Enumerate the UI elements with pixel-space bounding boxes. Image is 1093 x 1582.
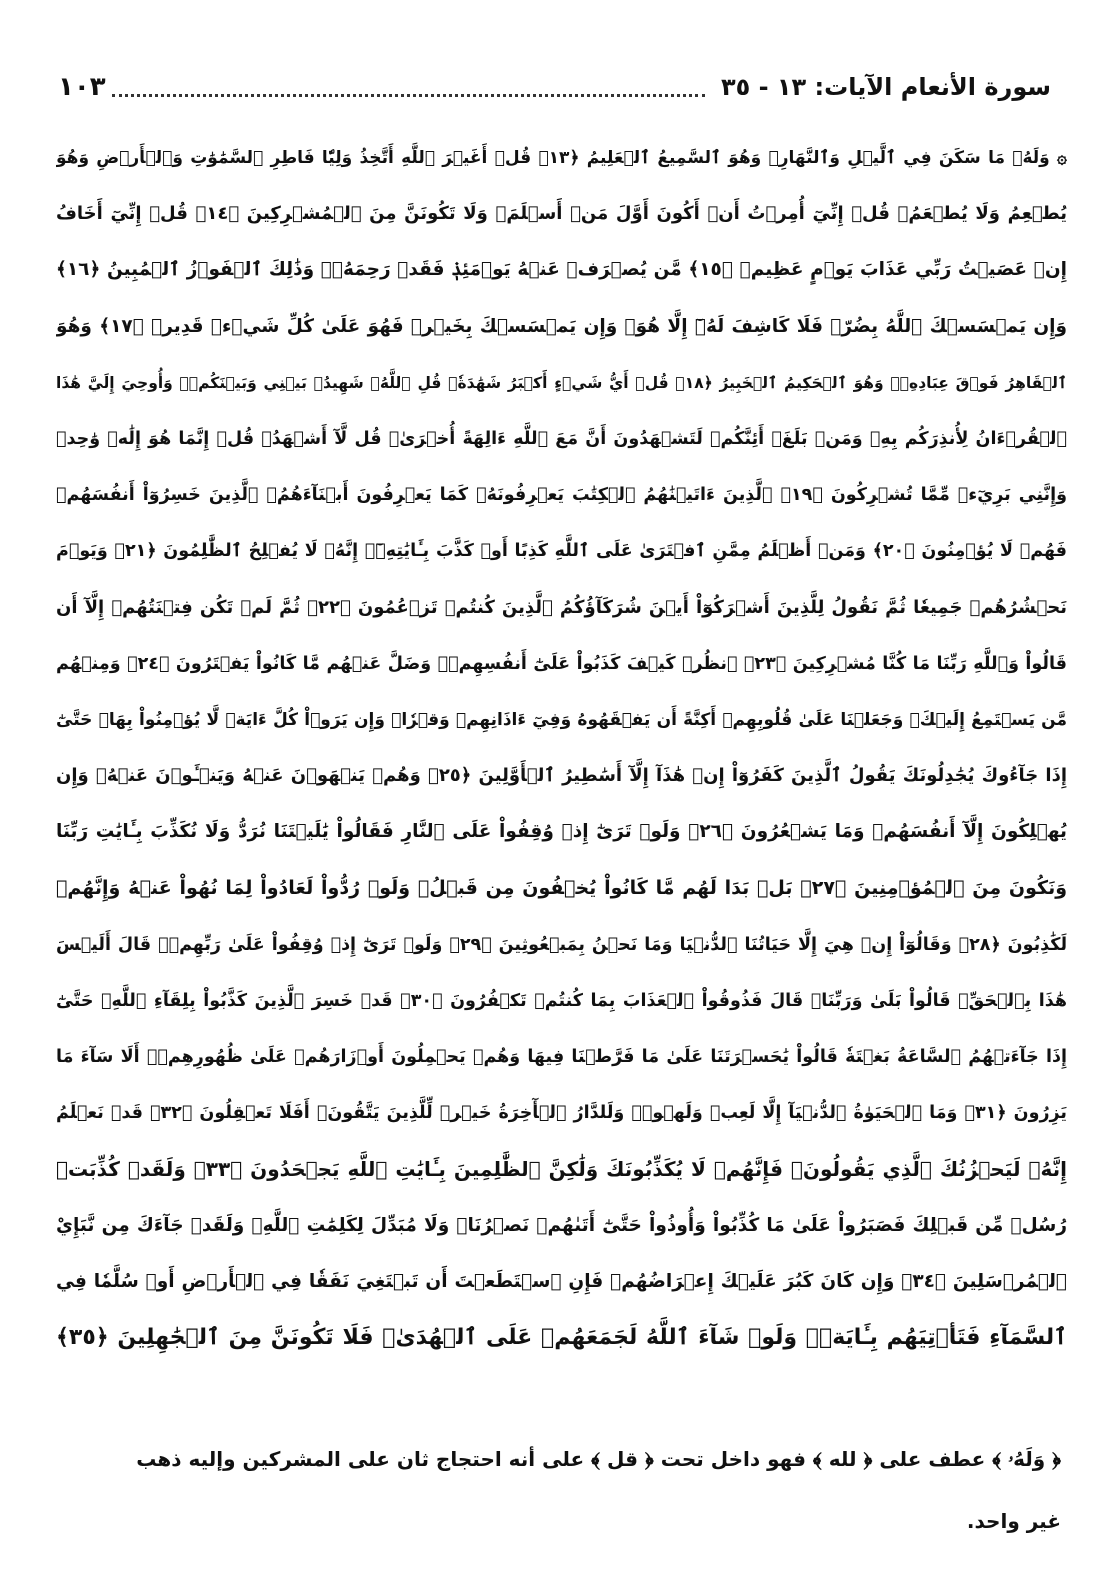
verse-line: لَكَٰذِبُونَ ﴿٢٨﴾ وَقَالُوٓاْ إِنۡ هِيَ إِلَّا حَيَاتُنَا ٱلدُّنۡيَا وَمَا نَحۡنُ بِمَبۡعُوثِينَ ﴿٢٩﴾ وَلَوۡ تَرَىٰٓ إِذۡ وُقِفُواْ عَلَىٰ رَبِّهِمۡۚ قَالَ أَلَيۡسَ xyxy=(56,934,1067,955)
verse-line: إِنۡ عَصَيۡتُ رَبِّي عَذَابَ يَوۡمٍ عَظِيمٖ ﴿١٥﴾ مَّن يُصۡرَفۡ عَنۡهُ يَوۡمَئِذٖ فَقَدۡ رَحِمَهُۥۚ وَذَٰلِكَ ٱلۡفَوۡزُ ٱلۡمُبِينُ ﴿١٦﴾ xyxy=(56,259,1067,281)
verse-line: مَّن يَسۡتَمِعُ إِلَيۡكَۖ وَجَعَلۡنَا عَلَىٰ قُلُوبِهِمۡ أَكِنَّةً أَن يَفۡقَهُوهُ وَفِيٓ ءَاذَانِهِمۡ وَقۡرٗاۚ وَإِن يَرَوۡاْ كُلَّ ءَايَةٖ لَّا يُؤۡمِنُواْ بِهَاۖ حَتَّىٰٓ xyxy=(56,709,1067,730)
page-number: ١٠٣ xyxy=(58,72,106,102)
verse-line: وَنَكُونَ مِنَ ٱلۡمُؤۡمِنِينَ ﴿٢٧﴾ بَلۡ بَدَا لَهُم مَّا كَانُواْ يُخۡفُونَ مِن قَبۡلُۖ وَلَوۡ رُدُّواْ لَعَادُواْ لِمَا نُهُواْ عَنۡهُ وَإِنَّهُمۡ xyxy=(56,877,1067,900)
commentary-line: غير واحد. xyxy=(966,1509,1061,1533)
verse-line: يَزِرُونَ ﴿٣١﴾ وَمَا ٱلۡحَيَوٰةُ ٱلدُّنۡيَآ إِلَّا لَعِبٞ وَلَهۡوٞۖ وَلَلدَّارُ ٱلۡأٓخِرَةُ خَيۡرٞ لِّلَّذِينَ يَتَّقُونَۚ أَفَلَا تَعۡقِلُونَ ﴿٣٢﴾ قَدۡ نَعۡلَمُ xyxy=(56,1103,1067,1124)
verse-block xyxy=(56,130,1067,1366)
commentary-block xyxy=(46,1440,1061,1540)
verse-line: قَالُواْ وَٱللَّهِ رَبِّنَا مَا كُنَّا مُشۡرِكِينَ ﴿٢٣﴾ ٱنظُرۡ كَيۡفَ كَذَبُواْ عَلَىٰٓ أَنفُسِهِمۡۚ وَضَلَّ عَنۡهُم مَّا كَانُواْ يَفۡتَرُونَ ﴿٢٤﴾ وَمِنۡهُم xyxy=(56,653,1067,674)
verse-line: هَٰذَا بِٱلۡحَقِّۚ قَالُواْ بَلَىٰ وَرَبِّنَاۚ قَالَ فَذُوقُواْ ٱلۡعَذَابَ بِمَا كُنتُمۡ تَكۡفُرُونَ ﴿٣٠﴾ قَدۡ خَسِرَ ٱلَّذِينَ كَذَّبُواْ بِلِقَآءِ ٱللَّهِۖ حَتَّىٰٓ xyxy=(56,990,1067,1011)
verse-line: ۞ وَلَهُۥ مَا سَكَنَ فِي ٱلَّيۡلِ وَٱلنَّهَارِۚ وَهُوَ ٱلسَّمِيعُ ٱلۡعَلِيمُ ﴿١٣﴾ قُلۡ أَغَيۡرَ ٱللَّهِ أَتَّخِذُ وَلِيّٗا فَاطِرِ ٱلسَّمَٰوَٰتِ وَٱلۡأَرۡضِ وَهُوَ xyxy=(56,148,1067,168)
page-header xyxy=(58,62,1051,112)
verse-line: إِنَّهُۥ لَيَحۡزُنُكَ ٱلَّذِي يَقُولُونَۖ فَإِنَّهُمۡ لَا يُكَذِّبُونَكَ وَلَٰكِنَّ ٱلظَّٰلِمِينَ بِـَٔايَٰتِ ٱللَّهِ يَجۡحَدُونَ ﴿٣٣﴾ وَلَقَدۡ كُذِّبَتۡ xyxy=(56,1157,1067,1182)
verse-line: وَإِن يَمۡسَسۡكَ ٱللَّهُ بِضُرّٖ فَلَا كَاشِفَ لَهُۥٓ إِلَّا هُوَۖ وَإِن يَمۡسَسۡكَ بِخَيۡرٖ فَهُوَ عَلَىٰ كُلِّ شَيۡءٖ قَدِيرٞ ﴿١٧﴾ وَهُوَ xyxy=(56,315,1067,337)
surah-title: سورة الأنعام الآيات: ١٣ - ٣٥ xyxy=(720,73,1051,101)
verse-line: ٱلۡقَاهِرُ فَوۡقَ عِبَادِهِۦۚ وَهُوَ ٱلۡحَكِيمُ ٱلۡخَبِيرُ ﴿١٨﴾ قُلۡ أَيُّ شَيۡءٍ أَكۡبَرُ شَهَٰدَةٗۖ قُلِ ٱللَّهُۖ شَهِيدُۢ بَيۡنِي وَبَيۡنَكُمۡۚ وَأُوحِيَ إِلَيَّ هَٰذَا xyxy=(56,373,1067,392)
verse-line: إِذَا جَآءَتۡهُمُ ٱلسَّاعَةُ بَغۡتَةٗ قَالُواْ يَٰحَسۡرَتَنَا عَلَىٰ مَا فَرَّطۡنَا فِيهَا وَهُمۡ يَحۡمِلُونَ أَوۡزَارَهُمۡ عَلَىٰ ظُهُورِهِمۡۚ أَلَا سَآءَ مَا xyxy=(56,1047,1067,1067)
verse-line: ٱلسَّمَآءِ فَتَأۡتِيَهُم بِـَٔايَةٖۚ وَلَوۡ شَآءَ ٱللَّهُ لَجَمَعَهُمۡ عَلَى ٱلۡهُدَىٰۚ فَلَا تَكُونَنَّ مِنَ ٱلۡجَٰهِلِينَ ﴿٣٥﴾ xyxy=(56,1324,1067,1350)
verse-line: نَحۡشُرُهُمۡ جَمِيعٗا ثُمَّ نَقُولُ لِلَّذِينَ أَشۡرَكُوٓاْ أَيۡنَ شُرَكَآؤُكُمُ ٱلَّذِينَ كُنتُمۡ تَزۡعُمُونَ ﴿٢٢﴾ ثُمَّ لَمۡ تَكُن فِتۡنَتُهُمۡ إِلَّآ أَن xyxy=(56,596,1067,618)
commentary-line: ﴿ وَلَهُۥ ﴾ عطف على ﴿ لله ﴾ فهو داخل تحت ﴿ قل ﴾ على أنه احتجاج ثان على المشركين وإليه ذهب xyxy=(136,1447,1061,1471)
verse-line: ٱلۡقُرۡءَانُ لِأُنذِرَكُم بِهِۦ وَمَنۢ بَلَغَۚ أَئِنَّكُمۡ لَتَشۡهَدُونَ أَنَّ مَعَ ٱللَّهِ ءَالِهَةً أُخۡرَىٰۚ قُل لَّآ أَشۡهَدُۚ قُلۡ إِنَّمَا هُوَ إِلَٰهٞ وَٰحِدٞ xyxy=(56,428,1067,449)
header-dotted-leader xyxy=(112,78,705,97)
verse-line: يُطۡعِمُ وَلَا يُطۡعَمُۗ قُلۡ إِنِّيٓ أُمِرۡتُ أَنۡ أَكُونَ أَوَّلَ مَنۡ أَسۡلَمَۖ وَلَا تَكُونَنَّ مِنَ ٱلۡمُشۡرِكِينَ ﴿١٤﴾ قُلۡ إِنِّيٓ أَخَافُ xyxy=(56,203,1067,225)
verse-line: فَهُمۡ لَا يُؤۡمِنُونَ ﴿٢٠﴾ وَمَنۡ أَظۡلَمُ مِمَّنِ ٱفۡتَرَىٰ عَلَى ٱللَّهِ كَذِبًا أَوۡ كَذَّبَ بِـَٔايَٰتِهِۦٓۚ إِنَّهُۥ لَا يُفۡلِحُ ٱلظَّٰلِمُونَ ﴿٢١﴾ وَيَوۡمَ xyxy=(56,541,1067,562)
verse-line: وَإِنَّنِي بَرِيٓءٞ مِّمَّا تُشۡرِكُونَ ﴿١٩﴾ ٱلَّذِينَ ءَاتَيۡنَٰهُمُ ٱلۡكِتَٰبَ يَعۡرِفُونَهُۥ كَمَا يَعۡرِفُونَ أَبۡنَآءَهُمُۘ ٱلَّذِينَ خَسِرُوٓاْ أَنفُسَهُمۡ xyxy=(56,485,1067,506)
verse-line: رُسُلٞ مِّن قَبۡلِكَ فَصَبَرُواْ عَلَىٰ مَا كُذِّبُواْ وَأُوذُواْ حَتَّىٰٓ أَتَىٰهُمۡ نَصۡرُنَاۚ وَلَا مُبَدِّلَ لِكَلِمَٰتِ ٱللَّهِۚ وَلَقَدۡ جَآءَكَ مِن نَّبَإِيْ xyxy=(56,1214,1067,1236)
verse-line: ٱلۡمُرۡسَلِينَ ﴿٣٤﴾ وَإِن كَانَ كَبُرَ عَلَيۡكَ إِعۡرَاضُهُمۡ فَإِنِ ٱسۡتَطَعۡتَ أَن تَبۡتَغِيَ نَفَقٗا فِي ٱلۡأَرۡضِ أَوۡ سُلَّمٗا فِي xyxy=(56,1270,1067,1292)
verse-line: يُهۡلِكُونَ إِلَّآ أَنفُسَهُمۡ وَمَا يَشۡعُرُونَ ﴿٢٦﴾ وَلَوۡ تَرَىٰٓ إِذۡ وُقِفُواْ عَلَى ٱلنَّارِ فَقَالُواْ يَٰلَيۡتَنَا نُرَدُّ وَلَا نُكَذِّبَ بِـَٔايَٰتِ رَبِّنَا xyxy=(56,821,1067,843)
verse-line: إِذَا جَآءُوكَ يُجَٰدِلُونَكَ يَقُولُ ٱلَّذِينَ كَفَرُوٓاْ إِنۡ هَٰذَآ إِلَّآ أَسَٰطِيرُ ٱلۡأَوَّلِينَ ﴿٢٥﴾ وَهُمۡ يَنۡهَوۡنَ عَنۡهُ وَيَنۡـَٔوۡنَ عَنۡهُۖ وَإِن xyxy=(56,765,1067,787)
